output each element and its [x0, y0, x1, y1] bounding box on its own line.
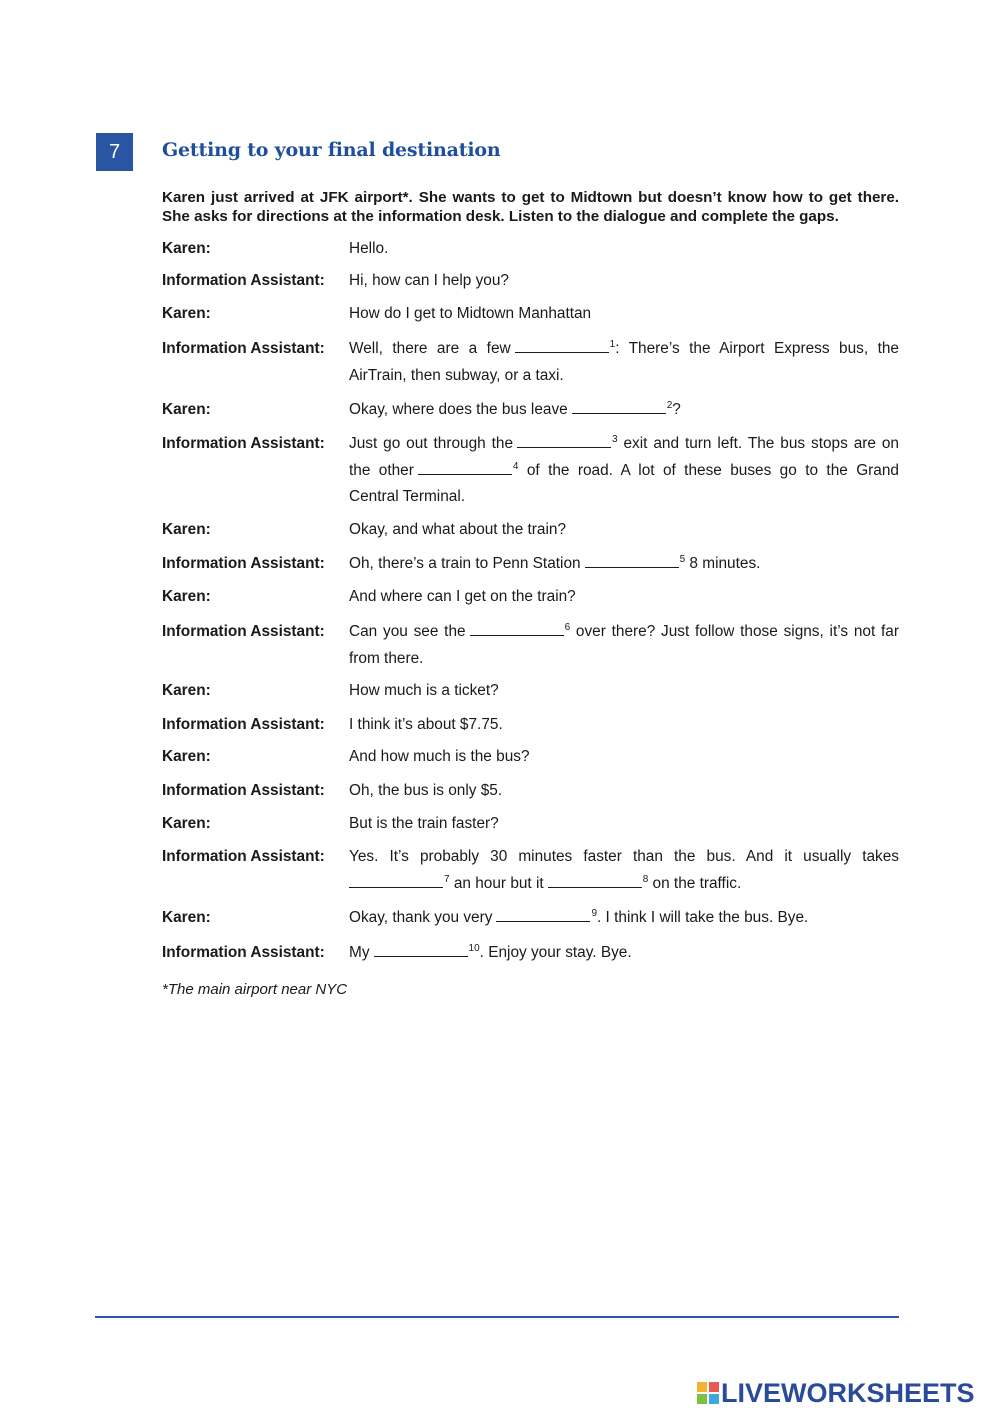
dialogue-line [349, 397, 899, 424]
logo-mark-icon [697, 1382, 719, 1404]
line-text: Hello. [349, 240, 389, 257]
logo-tile [697, 1382, 707, 1392]
line-text: of the road. A lot of these buses go to the Grand Central Terminal. [349, 461, 899, 505]
line-text: Well, there are a few [349, 340, 511, 357]
liveworksheets-logo [697, 1377, 975, 1409]
line-text: ? [672, 401, 681, 418]
line-text: . I think I will take the bus. Bye. [597, 909, 809, 926]
gap-blank-6[interactable] [470, 621, 564, 636]
line-text: on the traffic. [648, 874, 742, 892]
line-text: 8 minutes. [685, 555, 761, 572]
speaker-label: Karen: [162, 401, 211, 418]
instructions: Karen just arrived at JFK airport*. She wants to get to Midtown but doesn’t know how to get there. She asks for directions at the information desk. Listen to the dialogue and complete the gaps. [162, 189, 899, 225]
line-text: over there? Just follow those signs, it’s not far from there. [349, 623, 899, 667]
speaker-label: Karen: [162, 588, 211, 605]
section-title: Getting to your final destination [162, 139, 501, 161]
line-text: Hi, how can I help you? [349, 272, 509, 289]
gap-blank-10[interactable] [374, 942, 468, 957]
footer-divider [95, 1316, 899, 1318]
speaker-label: Karen: [162, 682, 211, 699]
gap-number: 2 [666, 400, 673, 411]
speaker-label: Information Assistant: [162, 848, 325, 865]
line-text: How do I get to Midtown Manhattan [349, 305, 592, 322]
footnote: *The main airport near NYC [162, 981, 348, 998]
speaker-label: Information Assistant: [162, 435, 325, 452]
line-text: : There’s the Airport Express bus, the AirTrain, then subway, or a taxi. [349, 340, 899, 384]
logo-tile [709, 1382, 719, 1392]
line-text: My [349, 944, 370, 961]
dialogue-line [349, 940, 899, 967]
line-text: But is the train faster? [349, 815, 499, 832]
line-text: And how much is the bus? [349, 748, 530, 765]
speaker-label: Karen: [162, 815, 211, 832]
dialogue-line [349, 811, 899, 838]
line-text: Oh, the bus is only $5. [349, 782, 503, 799]
gap-number: 1 [609, 339, 616, 350]
speaker-label: Information Assistant: [162, 340, 325, 357]
gap-number: 7 [444, 873, 450, 885]
dialogue-line [349, 744, 899, 771]
speaker-label: Karen: [162, 909, 211, 926]
speaker-label: Karen: [162, 240, 211, 257]
speaker-label: Karen: [162, 748, 211, 765]
speaker-label: Information Assistant: [162, 623, 325, 640]
dialogue-line [349, 619, 899, 672]
gap-blank-1[interactable] [515, 338, 609, 353]
dialogue-line [349, 301, 899, 328]
speaker-label: Karen: [162, 521, 211, 538]
section-number-badge: 7 [96, 133, 133, 171]
dialogue-line [349, 844, 899, 897]
dialogue-line [349, 905, 899, 932]
dialogue-line [349, 678, 899, 705]
dialogue-line [349, 236, 899, 263]
dialogue-line [349, 336, 899, 389]
dialogue-line [349, 712, 899, 739]
gap-blank-8[interactable] [548, 873, 642, 888]
gap-blank-2[interactable] [572, 399, 666, 414]
line-text: Can you see the [349, 623, 466, 640]
gap-number: 3 [612, 434, 618, 445]
speaker-label: Information Assistant: [162, 716, 325, 733]
dialogue-line [349, 431, 899, 511]
gap-blank-7[interactable] [349, 873, 443, 888]
gap-number: 4 [512, 460, 519, 472]
speaker-label: Information Assistant: [162, 944, 325, 961]
line-text: Okay, thank you very [349, 909, 493, 926]
gap-blank-5[interactable] [585, 553, 679, 568]
line-text: Okay, and what about the train? [349, 521, 567, 538]
speaker-label: Information Assistant: [162, 272, 325, 289]
logo-tile [697, 1394, 707, 1404]
gap-number: 10 [468, 943, 480, 954]
speaker-label: Information Assistant: [162, 782, 325, 799]
logo-tile [709, 1394, 719, 1404]
gap-blank-4[interactable] [418, 460, 512, 475]
gap-blank-3[interactable] [517, 433, 611, 448]
line-text: an hour but it [449, 874, 544, 892]
gap-number: 9 [591, 908, 597, 919]
line-text: . Enjoy your stay. Bye. [479, 944, 632, 961]
gap-number: 8 [642, 873, 649, 885]
line-text: I think it’s about $7.75. [349, 716, 503, 733]
dialogue-line [349, 551, 899, 578]
line-text: And where can I get on the train? [349, 588, 576, 605]
line-text: Okay, where does the bus leave [349, 401, 568, 418]
line-text: exit and turn left. The bus stops are on the other [349, 435, 899, 479]
dialogue-line [349, 268, 899, 295]
line-text: Yes. It’s probably 30 minutes faster than the bus. And it usually takes [349, 848, 899, 865]
line-text: Oh, there’s a train to Penn Station [349, 555, 581, 572]
gap-blank-9[interactable] [496, 907, 590, 922]
speaker-label: Karen: [162, 305, 211, 322]
dialogue-line [349, 778, 899, 805]
dialogue-line [349, 584, 899, 611]
line-text: How much is a ticket? [349, 682, 499, 699]
line-text: Just go out through the [349, 435, 514, 452]
gap-number: 6 [564, 622, 571, 633]
gap-number: 5 [679, 554, 686, 565]
speaker-label: Information Assistant: [162, 555, 325, 572]
logo-text: LIVEWORKSHEETS [721, 1377, 975, 1408]
dialogue-line [349, 517, 899, 544]
